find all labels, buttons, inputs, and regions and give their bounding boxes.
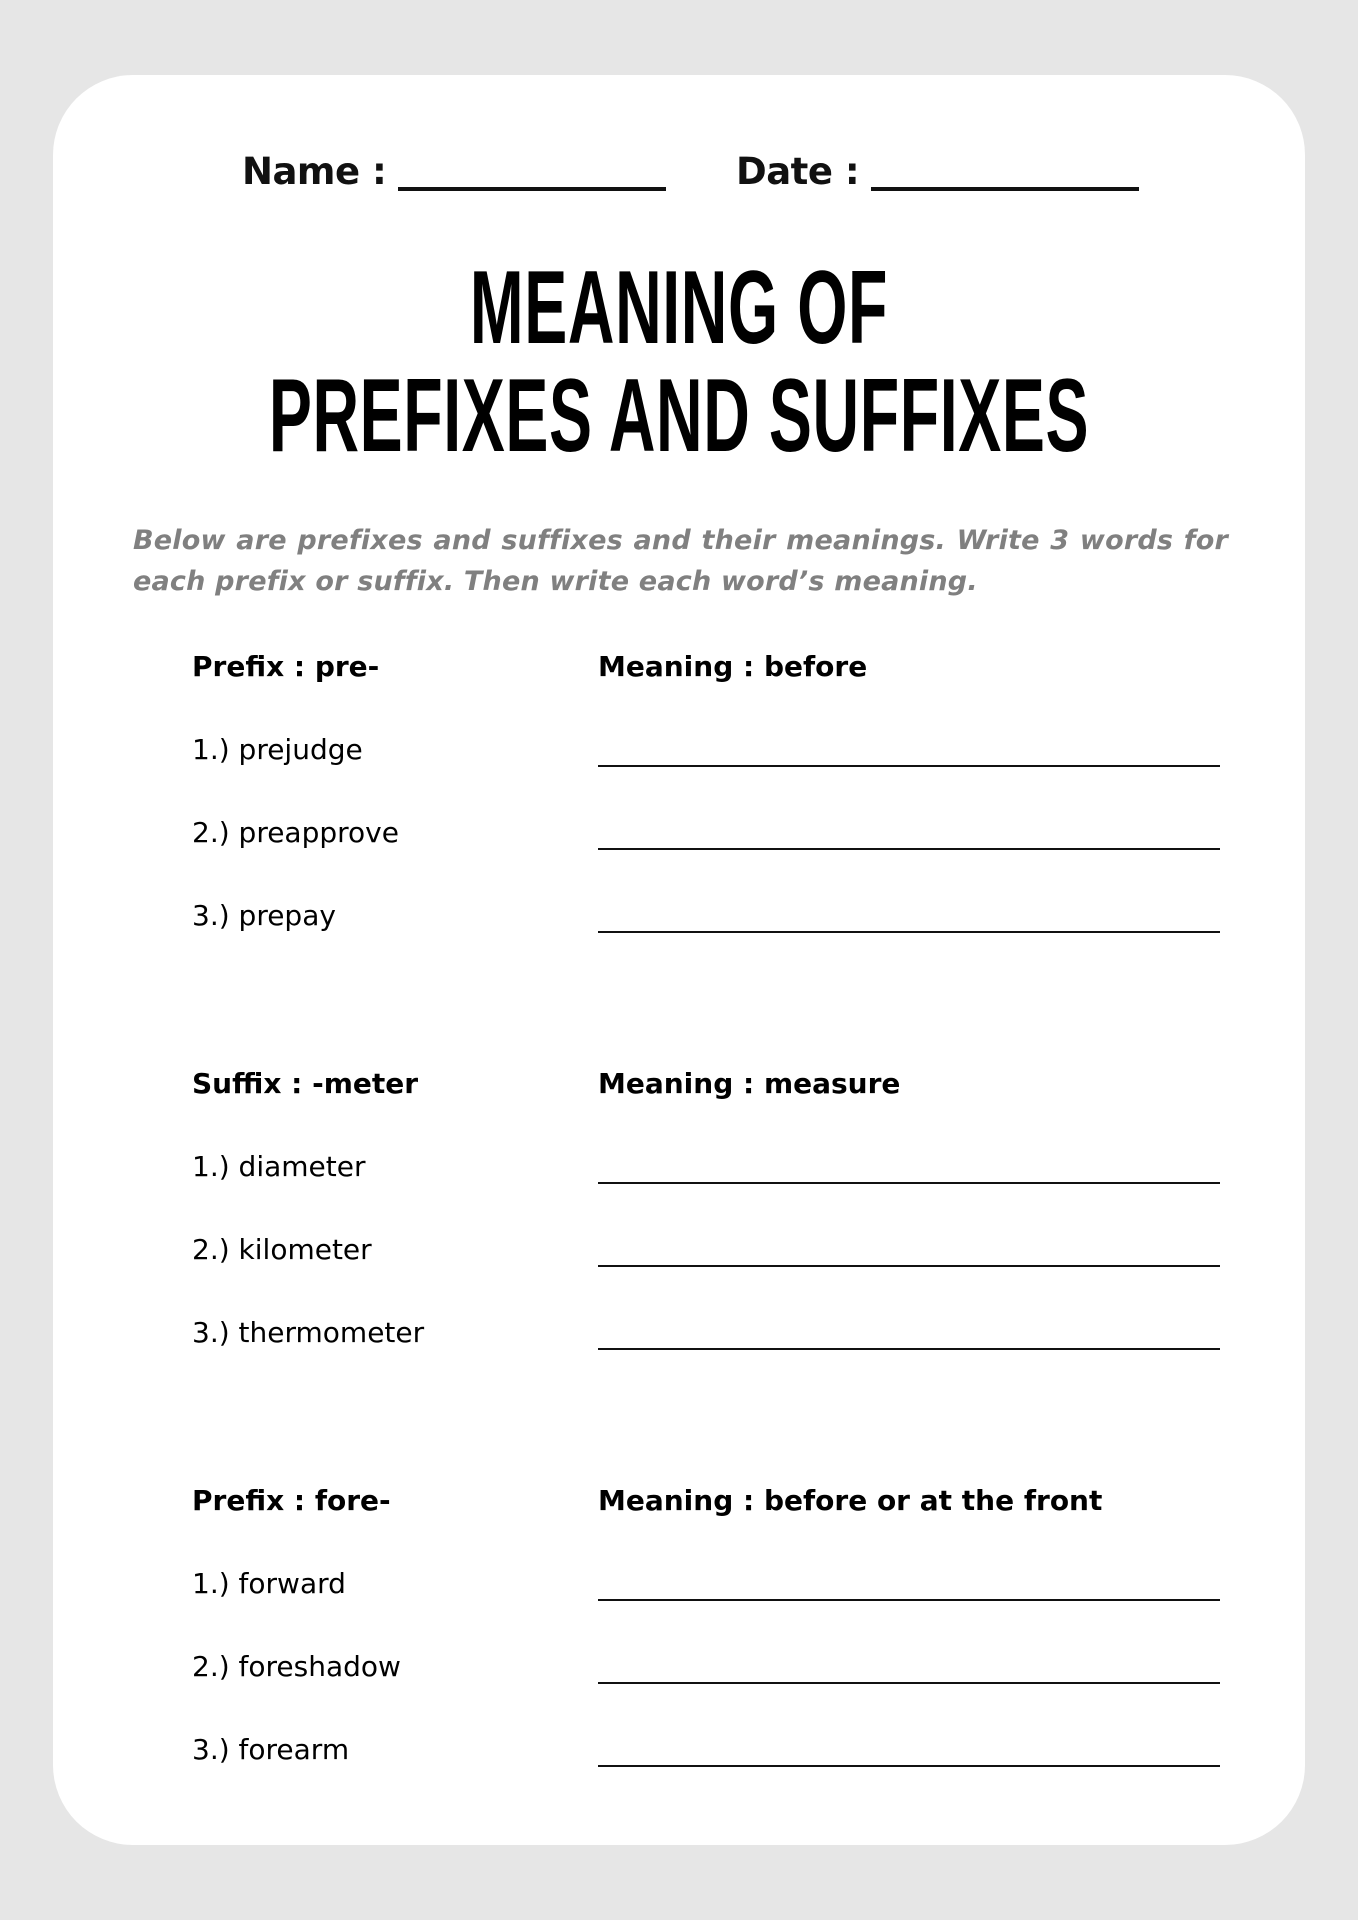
- answer-line[interactable]: [598, 1265, 1220, 1267]
- answer-line[interactable]: [598, 931, 1220, 933]
- page-title-line-1: MEANING OF: [469, 250, 889, 366]
- date-blank-line[interactable]: [871, 187, 1139, 191]
- answer-line[interactable]: [598, 1182, 1220, 1184]
- page-title-line-2: PREFIXES AND SUFFIXES: [268, 358, 1090, 474]
- word-item: 1.) diameter: [192, 1150, 366, 1183]
- word-item: 1.) prejudge: [192, 733, 363, 766]
- word-item: 2.) preapprove: [192, 816, 399, 849]
- answer-line[interactable]: [598, 848, 1220, 850]
- answer-line[interactable]: [598, 1348, 1220, 1350]
- section-meaning-label: Meaning : measure: [598, 1067, 901, 1100]
- answer-line[interactable]: [598, 1599, 1220, 1601]
- word-item: 3.) forearm: [192, 1733, 350, 1766]
- section-meaning-label: Meaning : before: [598, 650, 868, 683]
- word-item: 2.) kilometer: [192, 1233, 372, 1266]
- word-item: 1.) forward: [192, 1567, 346, 1600]
- answer-line[interactable]: [598, 1765, 1220, 1767]
- word-item: 3.) prepay: [192, 899, 336, 932]
- answer-line[interactable]: [598, 765, 1220, 767]
- name-blank-line[interactable]: [398, 187, 666, 191]
- answer-line[interactable]: [598, 1682, 1220, 1684]
- date-field[interactable]: [736, 150, 1139, 193]
- section-meaning-label: Meaning : before or at the front: [598, 1484, 1103, 1517]
- name-label: Name :: [242, 150, 387, 193]
- word-item: 3.) thermometer: [192, 1316, 425, 1349]
- section-affix-label: Suffix : -meter: [192, 1067, 419, 1100]
- section-affix-label: Prefix : fore-: [192, 1484, 391, 1517]
- section-affix-label: Prefix : pre-: [192, 650, 380, 683]
- word-item: 2.) foreshadow: [192, 1650, 401, 1683]
- header-row: [0, 150, 1358, 200]
- date-label: Date :: [736, 150, 860, 193]
- name-field[interactable]: [242, 150, 666, 193]
- instructions-text: Below are prefixes and suffixes and their meanings. Write 3 words for each prefix or suffix. Then write each word’s meaning.: [133, 525, 1228, 597]
